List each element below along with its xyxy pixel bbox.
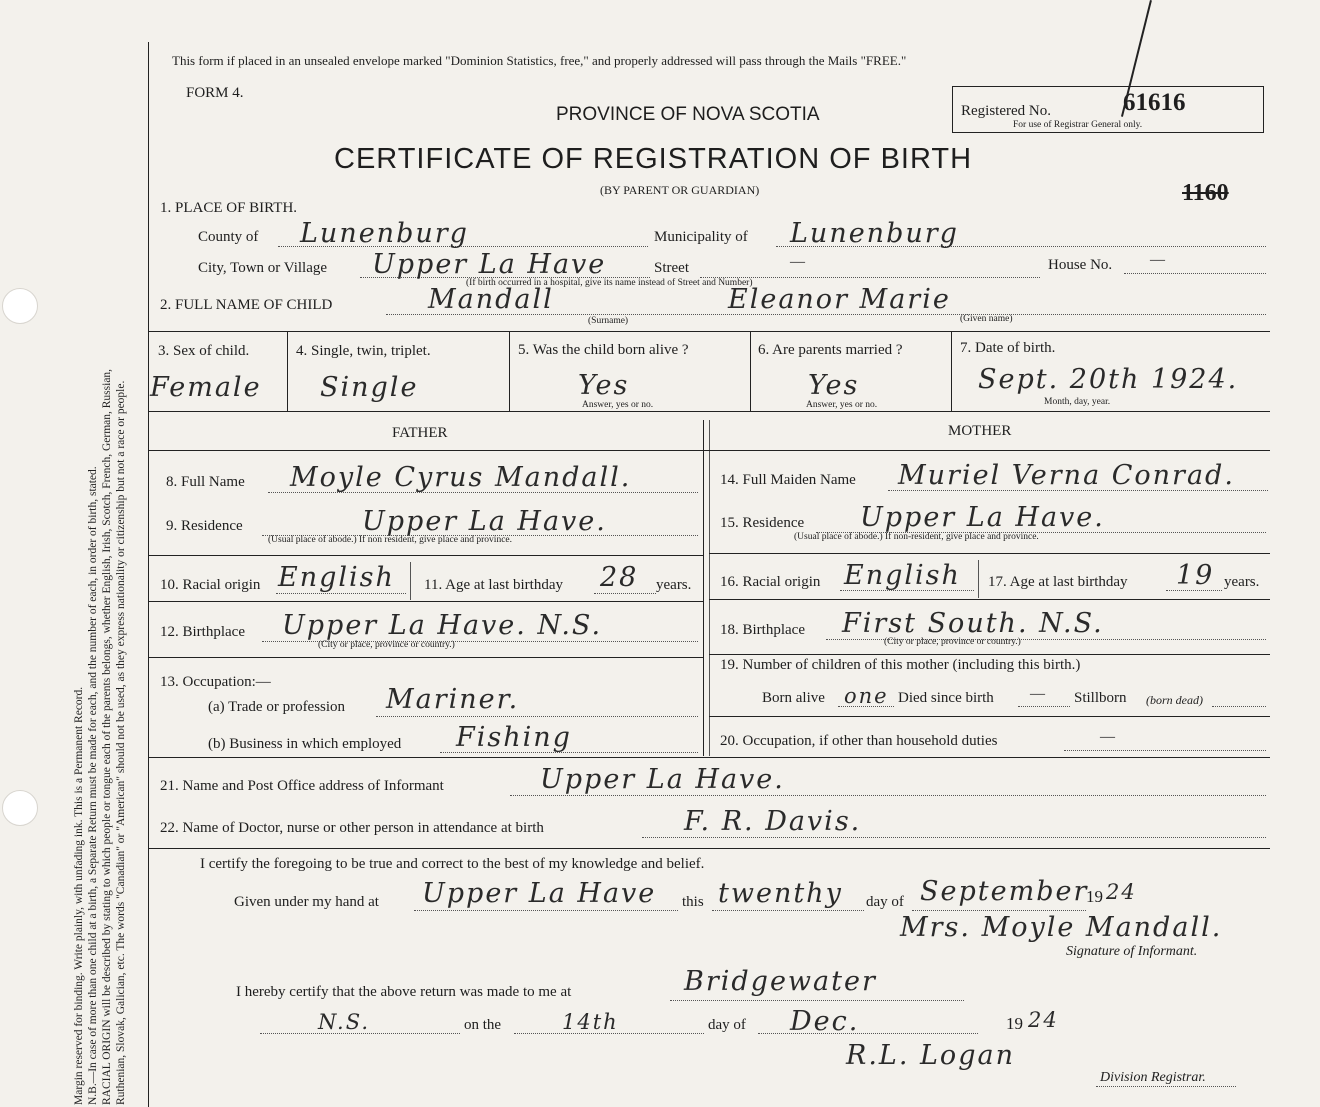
col-divider (978, 560, 979, 598)
rule (709, 599, 1270, 600)
hospital-note: (If birth occurred in a hospital, give its name instead of Street and Number) (466, 278, 753, 288)
rule (709, 654, 1270, 655)
father-years: years. (656, 577, 692, 593)
married-label: 6. Are parents married ? (758, 342, 903, 358)
mother-residence-value: Upper La Have. (860, 502, 1105, 533)
father-age-label: 11. Age at last birthday (424, 577, 563, 593)
center-divider (709, 420, 710, 756)
plurality-value: Single (320, 372, 419, 403)
house-value: — (1150, 252, 1165, 268)
married-value: Yes (808, 370, 860, 401)
registrar-province-value: N.S. (318, 1010, 371, 1034)
sex-value: Female (150, 372, 262, 403)
surname-caption: (Surname) (588, 316, 629, 326)
alive-caption: Answer, yes or no. (582, 400, 654, 410)
trade-line (376, 716, 698, 717)
mother-age-label: 17. Age at last birthday (988, 574, 1128, 590)
registrar-year-suffix: 24 (1028, 1008, 1059, 1032)
plurality-label: 4. Single, twin, triplet. (296, 343, 431, 359)
registrar-note: For use of Registrar General only. (1013, 120, 1143, 130)
died-line (1018, 706, 1070, 707)
informant-signature: Mrs. Moyle Mandall. (900, 912, 1223, 943)
rule (148, 601, 703, 602)
punch-hole (2, 790, 38, 826)
street-value: — (790, 254, 805, 270)
mother-years: years. (1224, 574, 1260, 590)
occupation-label: 13. Occupation:— (160, 674, 271, 690)
subtitle: (BY PARENT OR GUARDIAN) (600, 183, 760, 197)
col-divider (750, 331, 751, 411)
stillborn-line (1212, 706, 1266, 707)
father-heading: FATHER (392, 425, 448, 441)
dob-label: 7. Date of birth. (960, 340, 1056, 356)
trade-value: Mariner. (386, 684, 520, 715)
registered-number: 61616 (1123, 89, 1186, 116)
given-place-line (414, 910, 678, 911)
father-racial-label: 10. Racial origin (160, 577, 261, 593)
mother-residence-label: 15. Residence (720, 515, 805, 531)
mother-name-label: 14. Full Maiden Name (720, 472, 856, 488)
form-number: FORM 4. (186, 85, 244, 101)
mother-occupation-line (1064, 750, 1266, 751)
alive-label: 5. Was the child born alive ? (518, 342, 689, 358)
mother-occupation-value: — (1100, 729, 1115, 745)
certify-statement: I certify the foregoing to be true and correct to the best of my knowledge and belief. (200, 856, 705, 872)
mother-name-value: Muriel Verna Conrad. (898, 460, 1235, 491)
punch-hole (2, 288, 38, 324)
given-label: Given under my hand at (234, 894, 379, 910)
city-value: Upper La Have (372, 249, 607, 280)
rule (148, 848, 1270, 849)
rule (148, 331, 1270, 332)
business-label: (b) Business in which employed (208, 736, 402, 752)
mother-birthplace-note: (City or place, province or country.) (884, 637, 1021, 647)
mother-heading: MOTHER (948, 423, 1012, 439)
born-alive-value: one (844, 684, 889, 708)
dob-caption: Month, day, year. (1044, 397, 1111, 407)
registrar-caption: Division Registrar. (1100, 1070, 1206, 1085)
month-value: September (920, 876, 1089, 907)
mother-birthplace-value: First South. N.S. (842, 608, 1104, 639)
father-birthplace-value: Upper La Have. N.S. (282, 610, 603, 641)
month-line (912, 910, 1086, 911)
registered-box (952, 86, 1264, 133)
mother-occupation-label: 20. Occupation, if other than household duties (720, 733, 998, 749)
registrar-signature: R.L. Logan (846, 1040, 1015, 1071)
dob-value: Sept. 20th 1924. (978, 364, 1239, 395)
left-border (148, 42, 149, 1107)
trade-label: (a) Trade or profession (208, 699, 346, 715)
rule (148, 411, 1270, 412)
col-divider (509, 331, 510, 411)
born-alive-label: Born alive (762, 690, 825, 706)
rule (148, 757, 1270, 758)
mother-abode-note: (Usual place of abode.) If non-resident, give place and province. (794, 532, 1039, 542)
stillborn-label: Stillborn (1074, 690, 1127, 706)
year-suffix: 24 (1106, 880, 1137, 904)
father-birthplace-label: 12. Birthplace (160, 624, 245, 640)
registrar-year-prefix: 19 (1006, 1014, 1023, 1033)
registrar-place-line (670, 1000, 964, 1001)
house-label: House No. (1048, 257, 1113, 273)
father-age-line (594, 593, 656, 594)
father-residence-label: 9. Residence (166, 518, 243, 534)
given-place-value: Upper La Have (422, 878, 657, 909)
rule (148, 450, 1270, 451)
col-divider (951, 331, 952, 411)
day-value: twenthy (718, 878, 843, 909)
page-title: CERTIFICATE OF REGISTRATION OF BIRTH (334, 143, 973, 175)
county-label: County of (198, 229, 259, 245)
center-divider (703, 420, 704, 756)
father-name-value: Moyle Cyrus Mandall. (290, 462, 632, 493)
city-label: City, Town or Village (198, 260, 328, 276)
sex-label: 3. Sex of child. (158, 343, 250, 359)
given-caption: (Given name) (960, 314, 1013, 324)
house-line (1124, 273, 1266, 274)
father-abode-note: (Usual place of abode.) If non resident, give place and province. (268, 535, 512, 545)
children-label: 19. Number of children of this mother (including this birth.) (720, 657, 1081, 673)
mother-racial-value: English (844, 560, 961, 591)
child-given-name: Eleanor Marie (728, 284, 951, 315)
struck-number: 1160 (1182, 180, 1229, 206)
child-surname: Mandall (428, 284, 554, 315)
informant-line (510, 795, 1266, 796)
registrar-day-of-label: day of (708, 1017, 746, 1033)
mother-racial-label: 16. Racial origin (720, 574, 821, 590)
father-residence-value: Upper La Have. (362, 506, 607, 537)
registrar-statement: I hereby certify that the above return was made to me at (236, 984, 572, 1000)
municipality-value: Lunenburg (790, 218, 959, 249)
registered-label: Registered No. (961, 103, 1051, 119)
on-the-label: on the (464, 1017, 502, 1033)
informant-label: 21. Name and Post Office address of Informant (160, 778, 444, 794)
day-line (712, 910, 864, 911)
registrar-month-value: Dec. (790, 1006, 860, 1037)
father-birthplace-note: (City or place, province or country.) (318, 640, 455, 650)
this-label: this (682, 894, 704, 910)
rule (148, 555, 703, 556)
father-racial-value: English (278, 562, 395, 593)
col-divider (287, 331, 288, 411)
province-title: PROVINCE OF NOVA SCOTIA (556, 104, 820, 125)
doctor-value: F. R. Davis. (684, 806, 862, 837)
year-prefix: 19 (1086, 887, 1103, 906)
married-caption: Answer, yes or no. (806, 400, 878, 410)
stillborn-note: (born dead) (1146, 693, 1203, 707)
signature-caption: Signature of Informant. (1066, 944, 1198, 959)
alive-value: Yes (578, 370, 630, 401)
business-value: Fishing (456, 722, 572, 753)
postal-note: This form if placed in an unsealed envelope marked "Dominion Statistics, free," and properly addressed will pass through the Mails "FREE." (172, 53, 907, 68)
father-racial-line (276, 593, 406, 594)
mother-birthplace-label: 18. Birthplace (720, 622, 805, 638)
died-value: — (1030, 686, 1045, 702)
col-divider (410, 562, 411, 600)
father-age-value: 28 (600, 562, 639, 593)
mother-age-value: 19 (1176, 560, 1215, 591)
rule (709, 716, 1270, 717)
informant-value: Upper La Have. (540, 764, 785, 795)
municipality-label: Municipality of (654, 229, 748, 245)
day-of-label: day of (866, 894, 904, 910)
registrar-signature-line (1096, 1086, 1236, 1087)
rule (709, 553, 1270, 554)
street-label: Street (654, 260, 689, 276)
registrar-day-value: 14th (562, 1010, 619, 1034)
county-value: Lunenburg (300, 218, 469, 249)
child-name-label: 2. FULL NAME OF CHILD (160, 297, 333, 313)
registrar-place-value: Bridgewater (684, 966, 877, 997)
doctor-label: 22. Name of Doctor, nurse or other person in attendance at birth (160, 820, 544, 836)
father-name-label: 8. Full Name (166, 474, 245, 490)
doctor-line (642, 837, 1266, 838)
margin-instructions: Margin reserved for binding. Write plainly, with unfading ink. This is a Permanent Record. N.B.—In case of more than one child at a birth, a Separate Return must be made for each, and the number of each, in order of birth, stated. RACIAL ORIGIN will be described by stating to which people or tongue each of the parents belongs, whether English, Irish, Scotch, French, German, Russian, Ruthenian, Slovak, Galician, etc. The words "Canadian" or "American" should not be used, as they express nationality or citizenship but not a race or people. (73, 368, 127, 1105)
place-section-label: 1. PLACE OF BIRTH. (160, 200, 298, 216)
died-label: Died since birth (898, 690, 994, 706)
rule (148, 657, 703, 658)
